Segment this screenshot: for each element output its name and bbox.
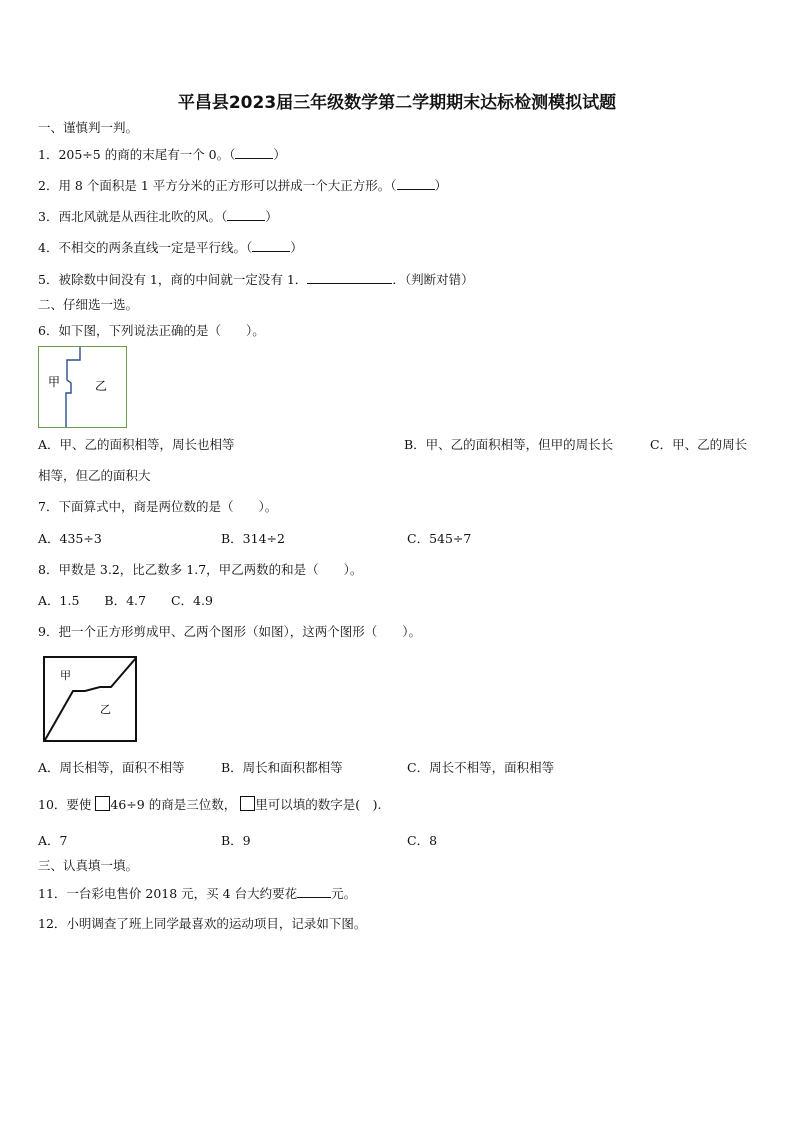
q6-option-a[interactable]: A．甲、乙的面积相等，周长也相等 [38,437,235,452]
q9-figure-border [44,657,136,741]
fill-box[interactable] [95,796,110,811]
question-7: 7．下面算式中，商是两位数的是（ ）。 [38,499,278,514]
question-2-text: 2．用 8 个面积是 1 平方分米的正方形可以拼成一个大正方形。（ [38,178,397,193]
question-10-suffix: 里可以填的数字是( ). [255,797,382,812]
question-3-close: ） [265,209,278,224]
q6-option-c[interactable]: C．甲、乙的周长 [650,437,748,452]
question-10 [38,796,381,813]
question-3-text: 3．西北风就是从西往北吹的风。（ [38,209,228,224]
fill-box[interactable] [240,796,255,811]
q10-option-b[interactable]: B．9 [221,833,251,848]
q10-option-c[interactable]: C．8 [407,833,438,848]
question-2-close: ） [434,178,448,193]
question-4-text: 4．不相交的两条直线一定是平行线。（ [38,240,253,255]
answer-blank[interactable] [227,208,265,221]
question-10-mid: 46÷9 的商是三位数， [110,797,237,812]
q7-option-a[interactable]: A．435÷3 [38,531,102,546]
q8-options[interactable]: A．1.5 B．4.7 C．4.9 [38,593,213,608]
q9-option-c[interactable]: C．周长不相等，面积相等 [407,760,555,775]
answer-blank[interactable] [307,271,392,284]
q9-label-jia: 甲 [60,669,71,682]
question-10-prefix: 10．要使 [38,797,92,812]
section-heading-3: 三、认真填一填。 [38,858,139,873]
question-1-text: 1．205÷5 的商的末尾有一个 0。（ [38,147,236,162]
q10-option-a[interactable]: A．7 [38,833,68,848]
question-6: 6．如下图，下列说法正确的是（ ）。 [38,323,265,338]
question-4 [38,239,303,256]
q6-figure [38,346,128,428]
question-1-close: ） [273,147,286,162]
q6-option-b[interactable]: B．甲、乙的面积相等，但甲的周长长 [404,437,614,452]
q9-option-b[interactable]: B．周长和面积都相等 [221,760,343,775]
question-3 [38,208,278,225]
q7-option-b[interactable]: B．314÷2 [221,531,285,546]
answer-blank[interactable] [252,239,290,252]
q9-figure-cut-line [45,658,136,740]
q9-label-yi: 乙 [100,703,111,716]
question-9: 9．把一个正方形剪成甲、乙两个图形（如图），这两个图形（ ）。 [38,624,421,639]
page-title: 平昌县2023届三年级数学第二学期期末达标检测模拟试题 [177,93,617,113]
section-heading-2: 二、仔细选一选。 [38,297,139,312]
question-5-tail: ．（判断对错） [392,272,474,287]
q9-figure [43,656,138,742]
q6-option-c-continued: 相等，但乙的面积大 [38,468,151,483]
question-2 [38,177,447,194]
question-12: 12．小明调查了班上同学最喜欢的运动项目，记录如下图。 [38,916,367,931]
q6-label-jia: 甲 [48,375,61,389]
answer-blank[interactable] [397,177,435,190]
q6-figure-cut-line [66,347,80,427]
question-5 [38,271,474,288]
answer-blank[interactable] [235,146,273,159]
question-11-text: 11．一台彩电售价 2018 元，买 4 台大约要花 [38,886,298,901]
question-8: 8．甲数是 3.2，比乙数多 1.7，甲乙两数的和是（ ）。 [38,562,363,577]
answer-blank[interactable] [297,885,331,898]
q7-option-c[interactable]: C．545÷7 [407,531,472,546]
question-5-text: 5．被除数中间没有 1，商的中间就一定没有 1． [38,272,308,287]
question-11-tail: 元。 [331,886,357,901]
question-4-close: ） [290,240,303,255]
question-11 [38,885,356,902]
question-1 [38,146,286,163]
q9-option-a[interactable]: A．周长相等，面积不相等 [38,760,185,775]
q6-label-yi: 乙 [95,379,108,393]
section-heading-1: 一、谨慎判一判。 [38,120,139,135]
